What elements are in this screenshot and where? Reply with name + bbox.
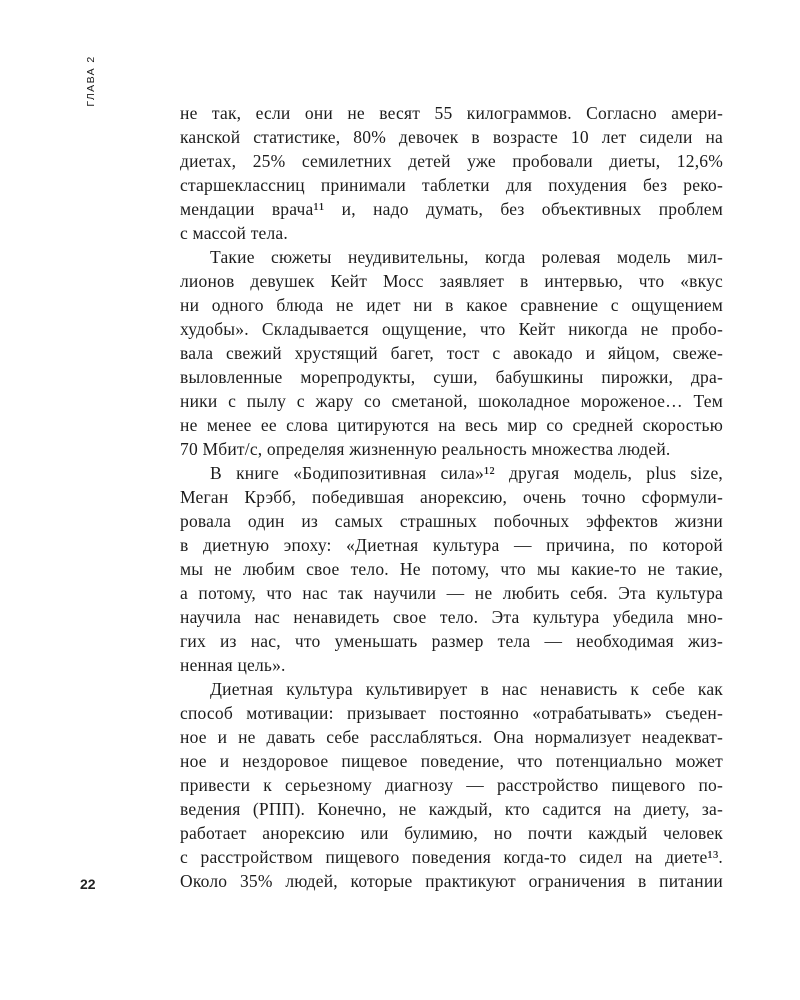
text-line: выловленные морепродукты, суши, бабушкины пирожки, дра- [180,367,723,387]
text-line: ровала один из самых страшных побочных эффектов жизни [180,511,723,531]
text-line: лионов девушек Кейт Мосс заявляет в интервью, что «вкус [180,271,723,291]
text-line: ведения (РПП). Конечно, не каждый, кто садится на диету, за- [180,799,723,819]
text-line: Диетная культура культивирует в нас ненависть к себе как [210,679,723,699]
text-line: мы не любим свое тело. Не потому, что мы какие-то не такие, [180,559,723,579]
text-line: Около 35% людей, которые практикуют ограничения в питании [180,871,723,891]
text-line: с расстройством пищевого поведения когда-то сидел на диете¹³. [180,847,723,867]
body-text [180,101,723,893]
page-number: 22 [80,876,96,892]
text-line: мендации врача¹¹ и, надо думать, без объективных проблем [180,199,723,219]
chapter-label: ГЛАВА 2 [85,55,97,107]
text-line: с массой тела. [180,223,288,243]
paragraph [180,461,723,677]
text-line: не так, если они не весят 55 килограммов. Согласно амери- [180,103,723,123]
text-line: ное и нездоровое пищевое поведение, что потенциально может [180,751,723,771]
text-line: работает анорексию или булимию, но почти каждый человек [180,823,723,843]
text-line: вала свежий хрустящий багет, тост с авокадо и яйцом, свеже- [180,343,723,363]
text-line: ни одного блюда не идет ни в какое сравнение с ощущением [180,295,723,315]
paragraph [180,245,723,461]
text-line: способ мотивации: призывает постоянно «отрабатывать» съеден- [180,703,723,723]
text-line: гих из нас, что уменьшать размер тела — необходимая жиз- [180,631,723,651]
text-line: канской статистике, 80% девочек в возрасте 10 лет сидели на [180,127,723,147]
text-line: Меган Крэбб, победившая анорексию, очень точно сформули- [180,487,723,507]
text-line: научила нас ненавидеть свое тело. Эта культура убедила мно- [180,607,723,627]
text-line: диетах, 25% семилетних детей уже пробовали диеты, 12,6% [180,151,723,171]
text-line: ное и не давать себе расслабляться. Она нормализует неадекват- [180,727,723,747]
paragraph [180,101,723,245]
text-line: 70 Мбит/с, определяя жизненную реальность множества людей. [180,439,671,459]
text-line: худобы». Складывается ощущение, что Кейт никогда не пробо- [180,319,723,339]
text-line: в диетную эпоху: «Диетная культура — причина, по которой [180,535,723,555]
paragraph [180,677,723,893]
text-line: старшеклассниц принимали таблетки для похудения без реко- [180,175,723,195]
text-line: В книге «Бодипозитивная сила»¹² другая модель, plus size, [210,463,723,483]
text-line: а потому, что нас так научили — не любить себя. Эта культура [180,583,723,603]
text-line: привести к серьезному диагнозу — расстройство пищевого по- [180,775,723,795]
text-line: ненная цель». [180,655,286,675]
text-line: ники с пылу с жару со сметаной, шоколадное мороженое… Тем [180,391,723,411]
text-line: Такие сюжеты неудивительны, когда ролевая модель мил- [210,247,723,267]
text-line: не менее ее слова цитируются на весь мир со средней скоростью [180,415,723,435]
